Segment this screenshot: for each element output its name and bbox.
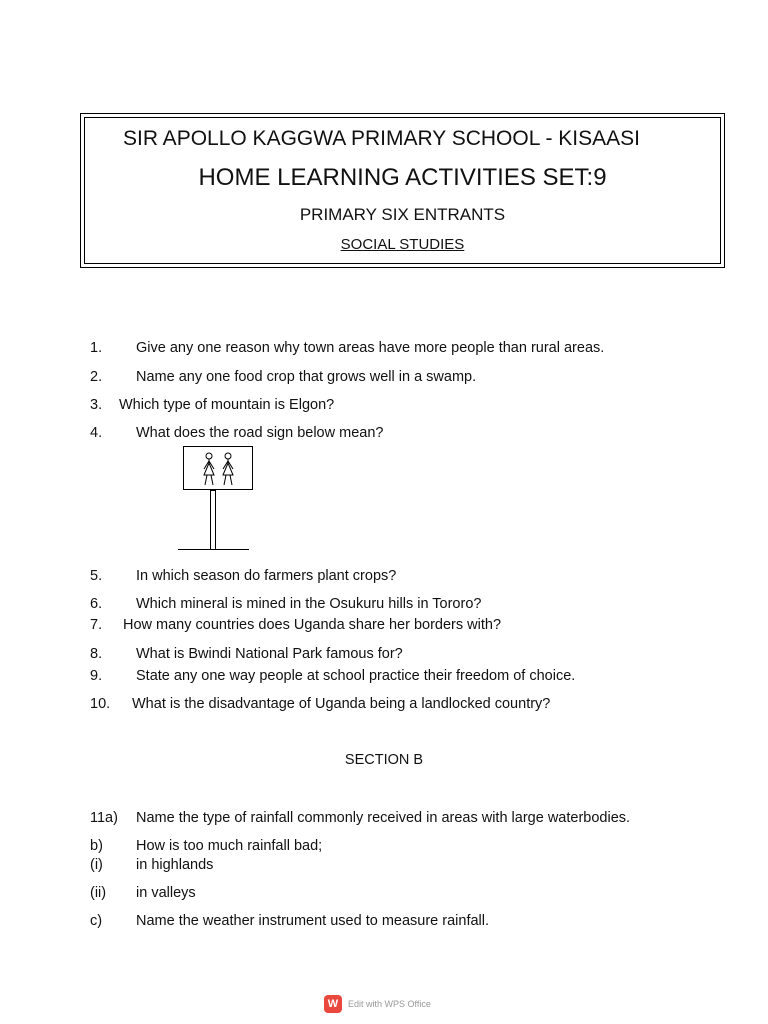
- question-number: (i): [90, 857, 103, 873]
- question-number: 1.: [90, 340, 103, 356]
- question-text: In which season do farmers plant crops?: [136, 568, 397, 584]
- header-inner-border: [84, 117, 721, 264]
- wps-logo-icon: W: [324, 995, 342, 1013]
- question-number: 4.: [90, 425, 103, 441]
- question-number: c): [90, 913, 103, 929]
- question-text: Name any one food crop that grows well in a swamp.: [136, 369, 477, 385]
- question-text: in highlands: [136, 857, 214, 873]
- question-text: Name the type of rainfall commonly received in areas with large waterbodies.: [136, 810, 631, 826]
- question-text: Give any one reason why town areas have more people than rural areas.: [136, 340, 605, 356]
- question-number: 3.: [90, 397, 103, 413]
- question-number: 10.: [90, 696, 111, 712]
- activity-set-title: HOME LEARNING ACTIVITIES SET:9: [198, 164, 607, 191]
- question-number: 8.: [90, 646, 103, 662]
- question-number: 5.: [90, 568, 103, 584]
- question-text: How is too much rainfall bad;: [136, 838, 323, 854]
- class-title: PRIMARY SIX ENTRANTS: [299, 205, 506, 224]
- ground-line: [178, 549, 249, 550]
- question-text: Name the weather instrument used to measure rainfall.: [136, 913, 490, 929]
- question-number: 2.: [90, 369, 103, 385]
- wps-footer[interactable]: [324, 995, 431, 1013]
- question-text: State any one way people at school practice their freedom of choice.: [136, 668, 576, 684]
- question-text: How many countries does Uganda share her borders with?: [123, 617, 502, 633]
- wps-footer-text: Edit with WPS Office: [348, 999, 431, 1009]
- question-number: (ii): [90, 885, 107, 901]
- question-text: Which mineral is mined in the Osukuru hills in Tororo?: [136, 596, 482, 612]
- section-b-title: SECTION B: [344, 752, 424, 768]
- road-sign-board: [183, 446, 253, 490]
- question-number: 7.: [90, 617, 103, 633]
- school-name: SIR APOLLO KAGGWA PRIMARY SCHOOL - KISAASI: [123, 127, 640, 150]
- header-box: [80, 113, 725, 268]
- question-number: b): [90, 838, 103, 854]
- question-text: in valleys: [136, 885, 196, 901]
- question-text: What is Bwindi National Park famous for?: [136, 646, 403, 662]
- pedestrians-icon: [184, 447, 252, 489]
- question-text: What is the disadvantage of Uganda being a landlocked country?: [132, 696, 551, 712]
- question-number: 9.: [90, 668, 103, 684]
- question-number: 11a): [90, 810, 118, 826]
- question-number: 6.: [90, 596, 103, 612]
- subject-title: SOCIAL STUDIES: [340, 236, 465, 253]
- question-text: What does the road sign below mean?: [136, 425, 384, 441]
- road-sign-post: [210, 490, 216, 550]
- question-text: Which type of mountain is Elgon?: [119, 397, 335, 413]
